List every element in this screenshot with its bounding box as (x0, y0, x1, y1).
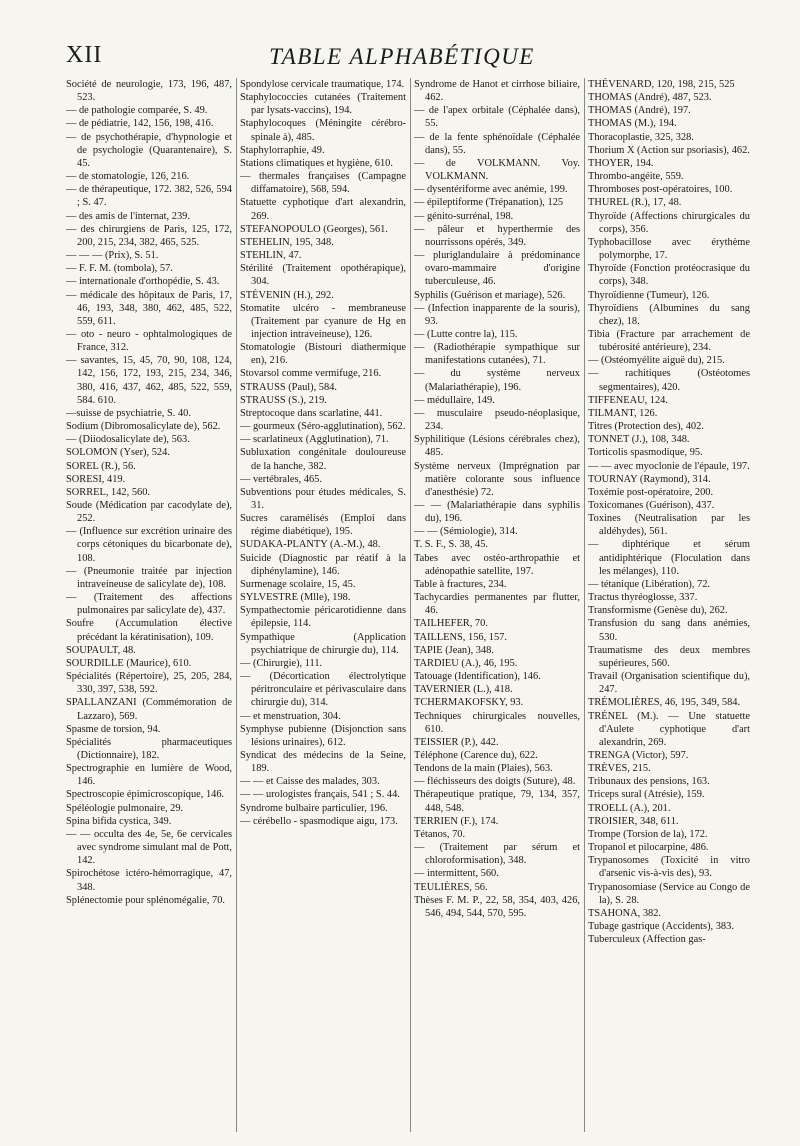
index-entry: TONNET (J.), 108, 348. (588, 434, 690, 446)
index-entry: — — avec myoclonie de l'épaule, 197. (588, 460, 750, 472)
index-entry: Subluxation congénitale douloureuse de la hanche, 382. (240, 447, 406, 472)
index-entry: TIFFENEAU, 124. (588, 394, 668, 406)
index-entry: — du système nerveux (Malariathérapie), 196. (414, 368, 580, 393)
index-entry: TAVERNIER (L.), 418. (414, 684, 513, 696)
index-column-2 (236, 78, 406, 1132)
index-entry: — (Décortication électrolytique péritronculaire et périvasculaire dans chirurgie du), 314. (240, 671, 406, 709)
index-entry: SUDAKA-PLANTY (A.-M.), 48. (240, 539, 381, 551)
index-entry: Spectrographie en lumière de Wood, 146. (66, 763, 232, 788)
index-entry: Thrombo-angéite, 559. (588, 171, 684, 183)
index-entry: SORESI, 419. (66, 473, 126, 485)
index-entry: TSAHONA, 382. (588, 907, 662, 919)
index-entry: — savantes, 15, 45, 70, 90, 108, 124, 142, 156, 172, 193, 215, 234, 346, 380, 416, 437, 462, 485, 522, 559, 584. 610. (66, 355, 232, 406)
index-entry: Table à fractures, 234. (414, 578, 507, 590)
index-entry: Sucres caramélisés (Emploi dans régime diabétique), 195. (240, 513, 406, 538)
index-entry: Syndrome bulbaire particulier, 196. (240, 802, 388, 814)
index-entry: Typhobacillose avec érythème polymorphe, 17. (588, 236, 750, 262)
index-entry: — — (Sémiologie), 314. (414, 526, 518, 538)
index-entry: Thèses F. M. P., 22, 58, 354, 403, 426, 546, 494, 544, 570, 595. (414, 894, 580, 919)
index-entry: T. S. F., S. 38, 45. (414, 539, 489, 551)
index-entry: Tatouage (Identification), 146. (414, 671, 541, 683)
index-entry: SOURDILLE (Maurice), 610. (66, 657, 192, 669)
page-number: XII (66, 42, 103, 68)
index-entry: Techniques chirurgicales nouvelles, 610. (414, 710, 580, 735)
index-entry: — (Radiothérapie sympathique sur manifestations cutanées), 71. (414, 342, 580, 367)
index-entry: TEULIÈRES, 56. (414, 881, 488, 893)
index-entry: Syndicat des médecins de la Seine, 189. (240, 749, 406, 775)
index-entry: Trypanosomiase (Service au Congo de la), S. 28. (588, 881, 750, 906)
index-entry: Titres (Protection des), 402. (588, 421, 704, 433)
index-entry: — génito-surrénal, 198. (414, 210, 514, 222)
index-entry: Tractus thyréoglosse, 337. (588, 592, 698, 604)
index-entry: — dysentériforme avec anémie, 199. (414, 184, 568, 196)
index-entry: — — (Malariathérapie dans syphilis du), 196. (414, 500, 580, 525)
index-entry: — de la fente sphénoïdale (Céphalée dans), 55. (414, 131, 580, 156)
index-entry: — (Chirurgie), 111. (240, 657, 323, 669)
index-entry: Stations climatiques et hygiène, 610. (240, 157, 393, 169)
index-entry: — fléchisseurs des doigts (Suture), 48. (414, 776, 576, 788)
index-entry: THOYER, 194. (588, 157, 654, 169)
index-entry: — (Lutte contre la), 115. (414, 328, 518, 340)
index-entry: Streptocoque dans scarlatine, 441. (240, 407, 383, 419)
index-entry: —suisse de psychiatrie, S. 40. (66, 407, 191, 419)
index-entry: — oto - neuro - ophtalmologiques de France, 312. (66, 328, 232, 354)
index-entry: TRÈVES, 215. (588, 763, 651, 775)
index-entry: Travail (Organisation scientifique du), 247. (588, 671, 750, 696)
index-entry: Splénectomie pour splénomégalie, 70. (66, 894, 225, 906)
index-entry: Système nerveux (Imprégnation par matière colorante sous influence d'anesthésie) 72. (414, 460, 580, 498)
index-entry: — — occulta des 4e, 5e, 6e cervicales avec syndrome simulant mal de Pott, 142. (66, 828, 232, 867)
index-entry: Société de neurologie, 173, 196, 487, 523. (66, 79, 232, 104)
page-header (66, 42, 738, 76)
index-entry: — vertébrales, 465. (240, 473, 322, 485)
index-entry: Tubage gastrique (Accidents), 383. (588, 921, 734, 932)
index-entry: Staphylorraphie, 49. (240, 144, 325, 156)
index-entry: THÉVENARD, 120, 198, 215, 525 (588, 79, 735, 90)
index-entry: Thyroïdiens (Albumines du sang chez), 18. (588, 302, 750, 327)
index-entry: Spirochétose ictéro-hémorragique, 47, 348. (66, 868, 232, 893)
index-entry: TILMANT, 126. (588, 407, 658, 419)
index-entry: TRENGA (Victor), 597. (588, 749, 689, 761)
index-entry: Stovarsol comme vermifuge, 216. (240, 368, 382, 380)
index-entry: — pluriglandulaire à prédominance ovaro-mammaire d'origine tuberculeuse, 46. (414, 250, 580, 288)
index-entry: Spectroscopie épimicroscopique, 146. (66, 789, 225, 801)
index-entry: — — urologistes français, 541 ; S. 44. (240, 789, 400, 801)
index-entry: SORREL, 142, 560. (66, 486, 150, 498)
index-entry: — médicale des hôpitaux de Paris, 17, 46, 193, 348, 380, 462, 485, 522, 559, 611. (66, 289, 232, 327)
index-entry: THUREL (R.), 17, 48. (588, 197, 682, 209)
index-entry: Tribunaux des pensions, 163. (588, 776, 710, 788)
index-entry: Staphylococcies cutanées (Traitement par lysats-vaccins), 194. (240, 92, 406, 117)
index-column-3 (410, 78, 580, 1132)
index-entry: TROISIER, 348, 611. (588, 815, 679, 827)
index-entry: Soude (Médication par cacodylate de), 252. (66, 500, 232, 525)
index-entry: — médullaire, 149. (414, 394, 495, 406)
index-entry: — (Influence sur excrétion urinaire des corps cétoniques du bicarbonate de), 108. (66, 526, 232, 564)
index-entry: Tétanos, 70. (414, 828, 466, 840)
index-entry: Spécialités (Répertoire), 25, 205, 284, 330, 397, 538, 592. (66, 671, 232, 696)
index-entry: Sodium (Dibromosalicylate de), 562. (66, 421, 221, 433)
index-entry: TOURNAY (Raymond), 314. (588, 473, 711, 485)
index-entry: — (Pneumonie traitée par injection intraveineuse de salicylate de), 108. (66, 565, 232, 590)
index-entry: Syphilitique (Lésions cérébrales chez), 485. (414, 434, 580, 459)
index-entry: — — et Caisse des malades, 303. (240, 776, 380, 788)
index-entry: SYLVESTRE (Mlle), 198. (240, 592, 351, 604)
index-entry: Téléphone (Carence du), 622. (414, 749, 538, 761)
index-entry: — (Ostéomyélite aiguë du), 215. (588, 355, 725, 367)
index-column-4 (584, 78, 750, 1132)
index-entry: Subventions pour études médicales, S. 31. (240, 486, 406, 511)
index-entry: Sympathique (Application psychiatrique de chirurgie du), 114. (240, 631, 406, 656)
index-entry: Toxémie post-opératoire, 200. (588, 486, 714, 498)
index-entry: STRAUSS (Paul), 584. (240, 381, 337, 393)
index-entry: — de thérapeutique, 172. 382, 526, 594 ; S. 47. (66, 184, 232, 209)
index-entry: SOLOMON (Yser), 524. (66, 447, 170, 459)
index-entry: Transformisme (Genèse du), 262. (588, 605, 728, 617)
index-entry: SPALLANZANI (Commémoration de Lazzaro), 569. (66, 697, 232, 722)
index-entry: Thromboses post-opératoires, 100. (588, 184, 733, 196)
index-entry: TROELL (A.), 201. (588, 802, 671, 814)
index-entry: — de l'apex orbitale (Céphalée dans), 55. (414, 105, 580, 130)
index-entry: Traumatisme des deux membres supérieures, 560. (588, 644, 750, 669)
index-entry: STEHELIN, 195, 348. (240, 236, 334, 248)
index-entry: Statuette cyphotique d'art alexandrin, 269. (240, 197, 406, 222)
index-entry: — pâleur et hyperthermie des nourrissons opérés, 349. (414, 223, 580, 248)
index-entry: — (Diiodosalicylate de), 563. (66, 434, 190, 446)
page-title: TABLE ALPHABÉTIQUE (269, 44, 535, 69)
index-entry: — de psychothérapie, d'hypnologie et de psychologie (Quarantenaire), S. 45. (66, 131, 232, 169)
index-entry: — et menstruation, 304. (240, 710, 341, 722)
index-entry: Spondylose cervicale traumatique, 174. (240, 79, 405, 90)
index-entry: — gourmeux (Séro-agglutination), 562. (240, 421, 406, 433)
index-entry: Spéléologie pulmonaire, 29. (66, 802, 184, 814)
index-entry: SOREL (R.), 56. (66, 460, 136, 472)
index-entry: — de pédiatrie, 142, 156, 198, 416. (66, 118, 214, 130)
index-entry: — intermittent, 560. (414, 868, 499, 880)
index-entry: TERRIEN (F.), 174. (414, 815, 499, 827)
index-entry: Thyroïdienne (Tumeur), 126. (588, 289, 710, 301)
index-entry: Tachycardies permanentes par flutter, 46. (414, 592, 580, 617)
index-entry: Trompe (Torsion de la), 172. (588, 828, 708, 840)
index-entry: THOMAS (André), 197. (588, 105, 691, 117)
index-entry: Tabes avec ostéo-arthropathie et adénopathie satellite, 197. (414, 552, 580, 577)
index-entry: Toxines (Neutralisation par les aldéhydes), 561. (588, 513, 750, 538)
index-entry: TAPIE (Jean), 348. (414, 644, 494, 656)
index-entry: Spécialités pharmaceutiques (Dictionnaire), 182. (66, 736, 232, 761)
index-entry: — musculaire pseudo-néoplasique, 234. (414, 407, 580, 433)
index-entry: Stomatite ulcéro - membraneuse (Traitement par cyanure de Hg en injection intraveineuse), 126. (240, 302, 406, 340)
index-entry: Trypanosomes (Toxicité in vitro d'arsenic vis-à-vis des), 93. (588, 855, 750, 880)
index-entry: Staphylocoques (Méningite cérébro-spinale à), 485. (240, 118, 406, 143)
index-entry: — de pathologie comparée, S. 49. (66, 105, 208, 117)
index-entry: Sympathectomie péricarotidienne dans épilepsie, 114. (240, 605, 406, 630)
index-entry: Tropanol et pilocarpine, 486. (588, 842, 709, 854)
index-entry: Spasme de torsion, 94. (66, 723, 161, 735)
index-entry: Stomatologie (Bistouri diathermique en), 216. (240, 342, 406, 367)
index-entry: — tétanique (Libération), 72. (588, 578, 711, 590)
index-entry: Thorium X (Action sur psoriasis), 462. (588, 144, 750, 156)
index-entry: Symphyse pubienne (Disjonction sans lésions urinaires), 612. (240, 723, 406, 748)
index-entry: — des amis de l'internat, 239. (66, 210, 190, 222)
index-entry: THOMAS (M.), 194. (588, 118, 677, 130)
index-entry: TRÉNEL (M.). — Une statuette d'Aulete cyphotique d'art alexandrin, 269. (588, 710, 750, 748)
index-entry: — diphtérique et sérum antidiphtérique (Floculation dans les mélanges), 110. (588, 539, 750, 577)
index-entry: Spina bifida cystica, 349. (66, 815, 172, 827)
index-columns (66, 78, 750, 1132)
index-entry: Suicide (Diagnostic par réatif à la diphénylamine), 146. (240, 552, 406, 577)
index-entry: Stérilité (Traitement opothérapique), 304. (240, 263, 406, 288)
index-entry: — internationale d'orthopédie, S. 43. (66, 276, 220, 288)
index-entry: TARDIEU (A.), 46, 195. (414, 657, 518, 669)
index-entry: Tendons de la main (Plaies), 563. (414, 763, 553, 775)
index-entry: SOUPAULT, 48. (66, 644, 136, 656)
index-entry: THOMAS (André), 487, 523. (588, 92, 712, 104)
index-entry: Toxicomanes (Guérison), 437. (588, 500, 715, 511)
index-entry: STEFANOPOULO (Georges), 561. (240, 223, 388, 235)
index-entry: — thermales françaises (Campagne diffamatoire), 568, 594. (240, 171, 406, 196)
index-entry: Syphilis (Guérison et mariage), 526. (414, 289, 566, 301)
index-entry: Soufre (Accumulation élective précédant la kératinisation), 109. (66, 618, 232, 643)
index-entry: — des chirurgiens de Paris, 125, 172, 200, 215, 234, 382, 465, 525. (66, 223, 232, 248)
index-entry: — (Infection inapparente de la souris), 93. (414, 302, 580, 327)
index-entry: — épileptiforme (Trépanation), 125 (414, 197, 564, 209)
index-entry: STRAUSS (S.), 219. (240, 394, 327, 406)
index-entry: Thyroïde (Affections chirurgicales du corps), 356. (588, 210, 750, 235)
index-column-1 (66, 78, 232, 1132)
index-entry: Thoracoplastie, 325, 328. (588, 131, 694, 143)
index-entry: — de stomatologie, 126, 216. (66, 171, 190, 183)
index-entry: Tibia (Fracture par arrachement de tubérosité antérieure), 234. (588, 328, 750, 354)
index-entry: — scarlatineux (Agglutination), 71. (240, 434, 389, 446)
index-entry: Thérapeutique pratique, 79, 134, 357, 448, 548. (414, 789, 580, 814)
index-entry: Surmenage scolaire, 15, 45. (240, 578, 356, 590)
index-entry: Torticolis spasmodique, 95. (588, 447, 703, 459)
index-entry: Thyroïde (Fonction protéocrasique du corps), 348. (588, 263, 750, 288)
index-entry: — (Traitement par sérum et chloroformisation), 348. (414, 842, 580, 867)
index-entry: — — — (Prix), S. 51. (66, 250, 159, 262)
index-entry: Triceps sural (Atrésie), 159. (588, 789, 705, 801)
index-entry: — (Traitement des affections pulmonaires par salicylate de), 437. (66, 592, 232, 617)
index-entry: Syndrome de Hanot et cirrhose biliaire, 462. (414, 79, 580, 104)
index-entry: Tuberculeux (Affection gas- (588, 934, 706, 946)
index-entry: — F. F. M. (tombola), 57. (66, 263, 173, 275)
index-entry: TAILHEFER, 70. (414, 618, 488, 630)
index-entry: TCHERMAKOFSKY, 93. (414, 697, 524, 709)
index-entry: TRÉMOLIÈRES, 46, 195, 349, 584. (588, 697, 741, 709)
index-entry: TAILLENS, 156, 157. (414, 631, 507, 643)
index-entry: — rachitiques (Ostéotomes segmentaires), 420. (588, 368, 750, 393)
index-entry: STÉVENIN (H.), 292. (240, 289, 334, 301)
index-entry: — cérébello - spasmodique aigu, 173. (240, 815, 398, 827)
index-entry: — de VOLKMANN. Voy. VOLKMANN. (414, 157, 580, 183)
index-entry: STEHLIN, 47. (240, 250, 302, 262)
index-entry: Transfusion du sang dans anémies, 530. (588, 618, 750, 643)
index-entry: TEISSIER (P.), 442. (414, 736, 499, 748)
